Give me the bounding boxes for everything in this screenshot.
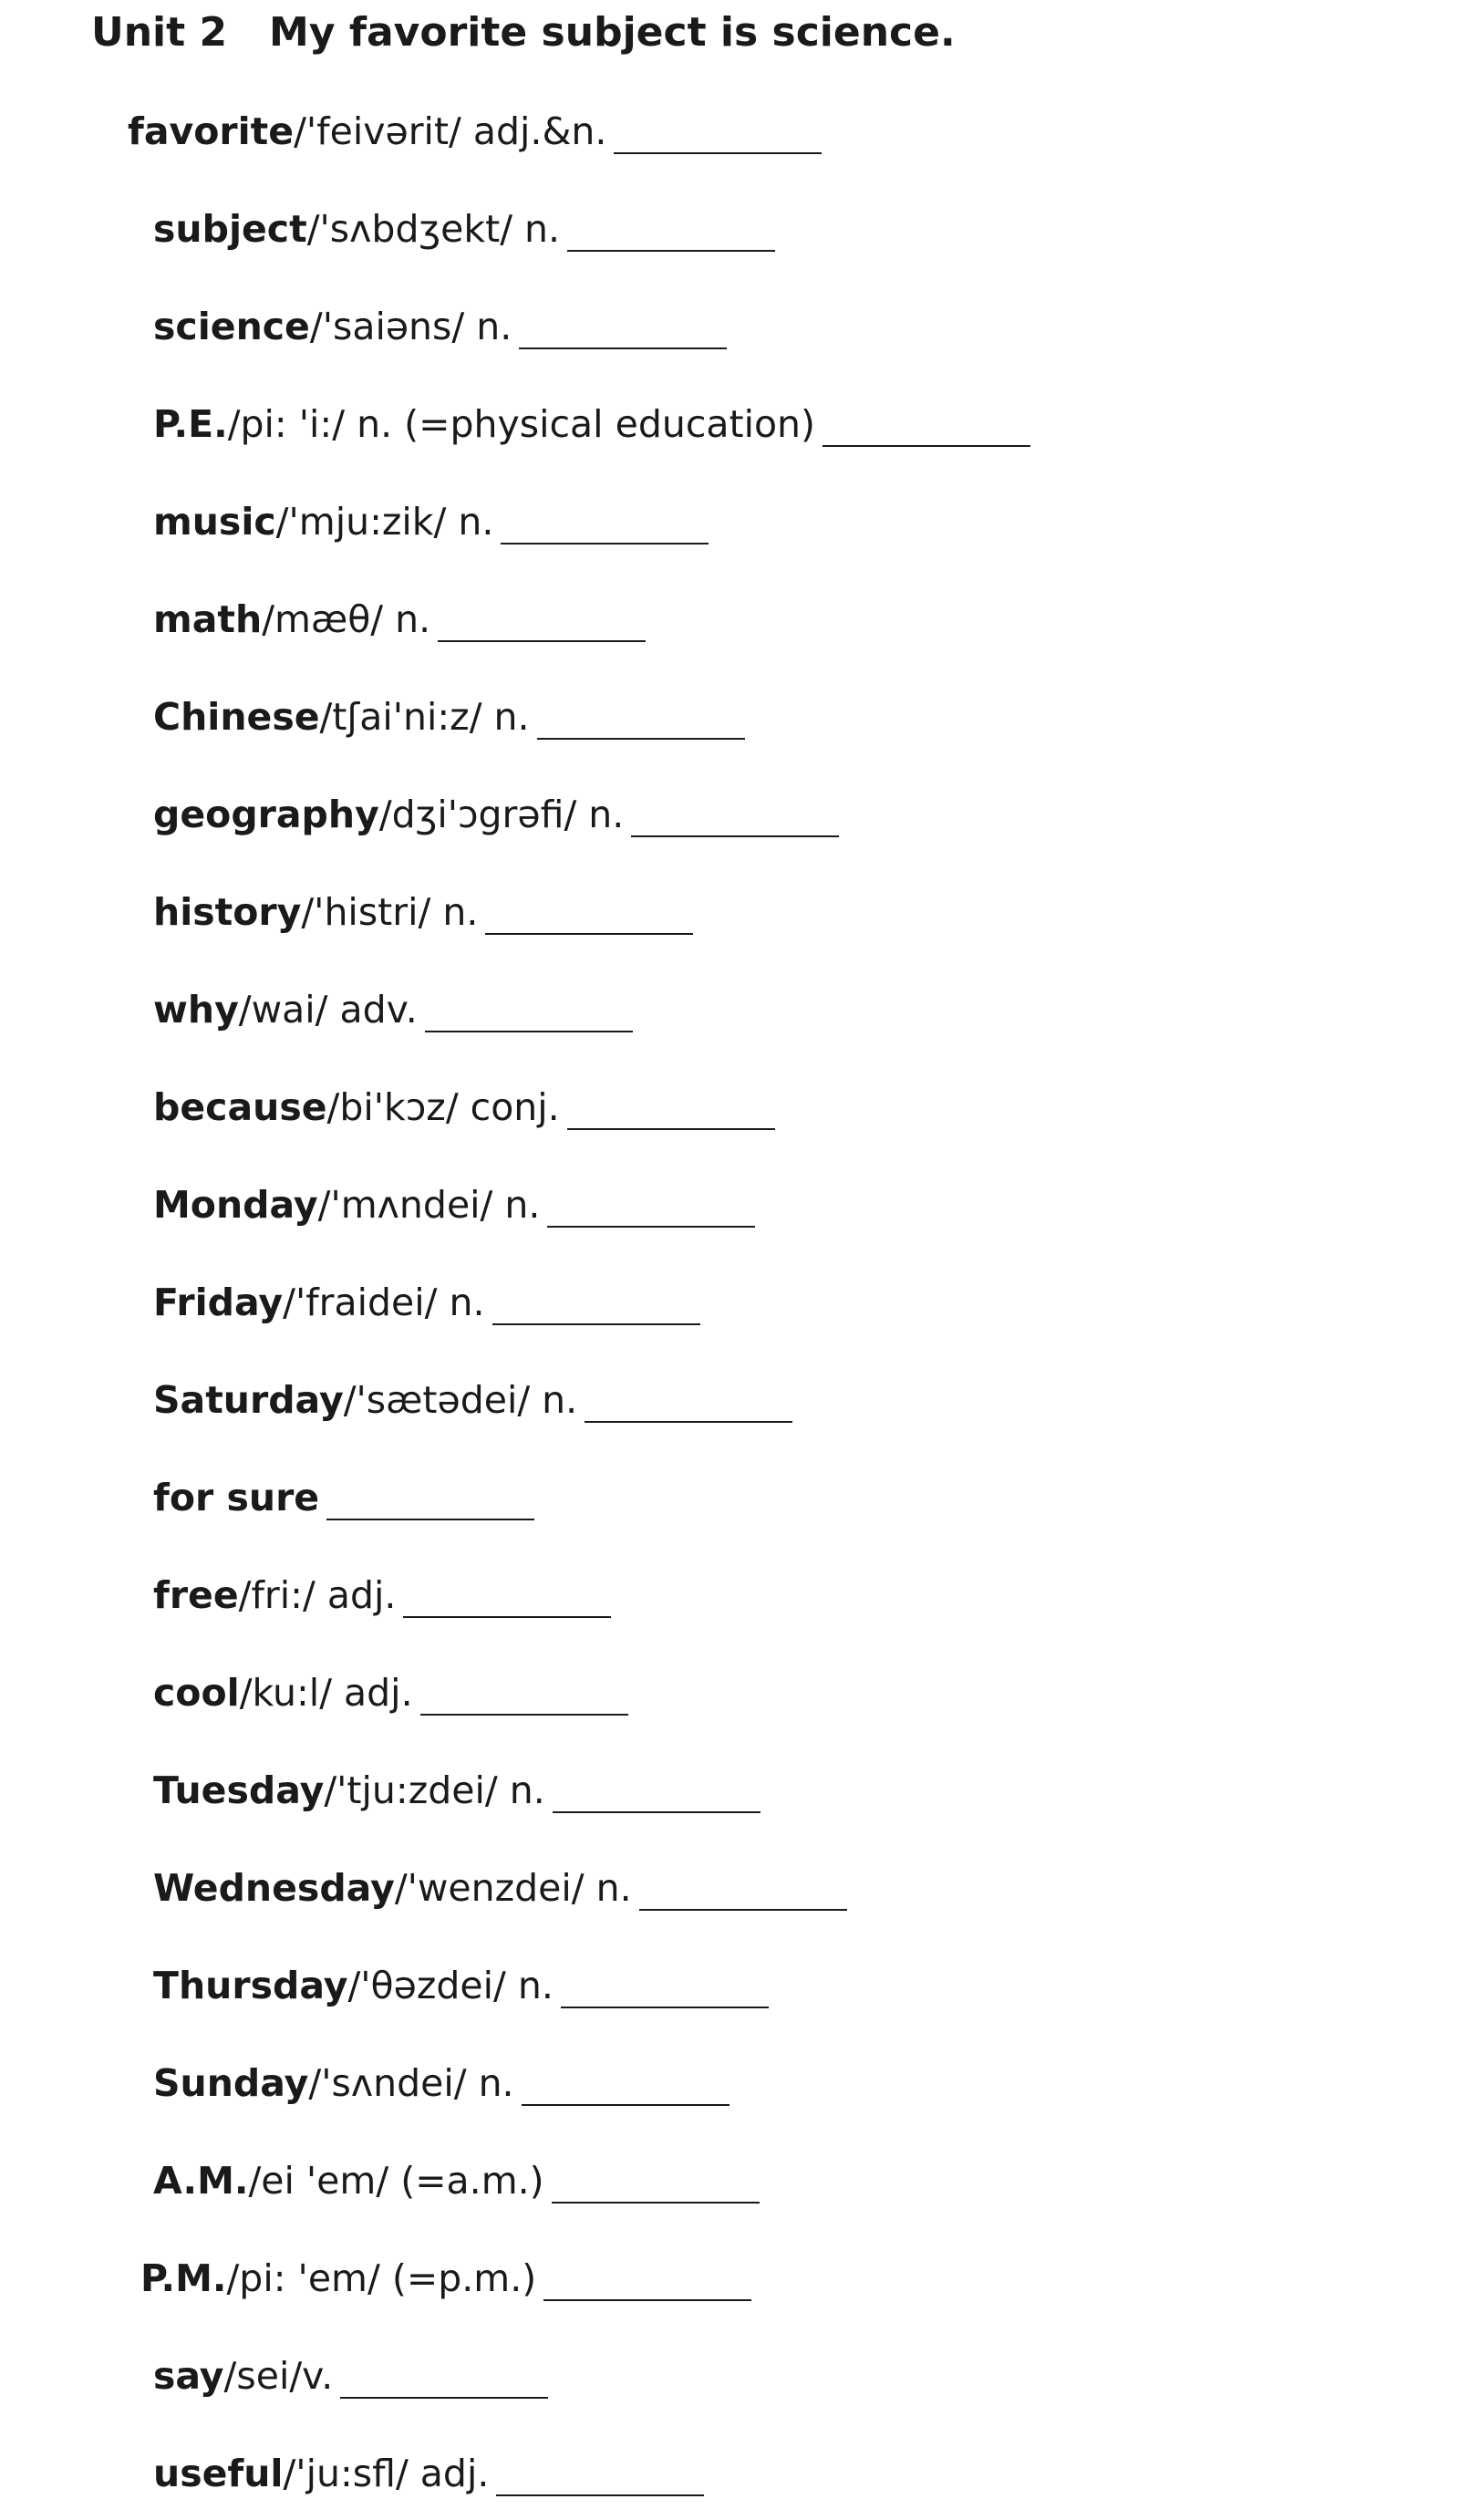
answer-blank[interactable] <box>519 311 727 349</box>
vocab-entry-science <box>153 297 727 356</box>
answer-blank[interactable] <box>639 1872 847 1911</box>
vocab-entry-geography <box>153 785 839 844</box>
answer-blank[interactable] <box>552 2165 760 2204</box>
answer-blank[interactable] <box>340 2360 548 2399</box>
vocab-entry-sunday <box>153 2054 730 2112</box>
vocab-phonetic: /bi'kɔz/ conj. <box>326 1085 560 1129</box>
answer-blank[interactable] <box>631 799 839 837</box>
vocab-phonetic: /'histri/ n. <box>301 890 479 934</box>
vocab-word: Wednesday <box>153 1866 395 1910</box>
vocab-phonetic: /ku:l/ adj. <box>239 1671 413 1715</box>
unit-title: Unit 2 My favorite subject is science. <box>91 9 956 56</box>
vocab-entry-useful <box>153 2444 704 2503</box>
answer-blank[interactable] <box>492 1287 700 1325</box>
answer-blank[interactable] <box>425 994 633 1032</box>
vocab-entry-because <box>153 1078 775 1136</box>
vocab-entry-free <box>153 1566 611 1624</box>
answer-blank[interactable] <box>403 1580 611 1618</box>
vocab-entry-wednesday <box>153 1859 847 1917</box>
vocab-word: Friday <box>153 1281 284 1324</box>
vocab-word: Tuesday <box>153 1768 325 1812</box>
vocab-entry-math <box>153 590 646 648</box>
vocab-phonetic: /'sʌndei/ n. <box>308 2061 514 2105</box>
vocab-phonetic: /'sætədei/ n. <box>343 1378 578 1422</box>
vocab-word: science <box>153 305 310 348</box>
vocab-entry-for-sure <box>153 1468 534 1527</box>
vocab-phonetic: /tʃai'ni:z/ n. <box>319 695 530 739</box>
vocab-entry-say <box>153 2347 548 2405</box>
answer-blank[interactable] <box>561 1970 769 2008</box>
vocab-entry-subject <box>153 200 775 258</box>
vocab-entry-history <box>153 883 693 941</box>
answer-blank[interactable] <box>501 506 709 544</box>
vocab-phonetic: /'θəzdei/ n. <box>347 1964 554 2007</box>
vocab-word: Thursday <box>153 1964 348 2007</box>
answer-blank[interactable] <box>823 409 1030 447</box>
vocab-phonetic: /ei 'em/ (=a.m.) <box>248 2159 544 2203</box>
vocab-word: Chinese <box>153 695 320 739</box>
answer-blank[interactable] <box>438 604 646 642</box>
vocab-entry-chinese <box>153 688 745 746</box>
vocab-word: free <box>153 1573 239 1617</box>
answer-blank[interactable] <box>567 1092 775 1130</box>
vocab-word: Saturday <box>153 1378 344 1422</box>
vocab-phonetic: /'saiəns/ n. <box>309 305 512 348</box>
vocab-entry-tuesday <box>153 1761 761 1820</box>
answer-blank[interactable] <box>585 1384 792 1423</box>
vocab-word: A.M. <box>153 2159 249 2203</box>
vocab-entry-why <box>153 980 633 1039</box>
vocab-phonetic: /dʒi'ɔgrəfi/ n. <box>378 793 625 836</box>
vocab-phonetic: /'fraidei/ n. <box>283 1281 485 1324</box>
vocab-word: P.E. <box>153 402 228 446</box>
vocab-phonetic: /'feivərit/ adj.&n. <box>294 109 607 153</box>
vocab-entry-favorite <box>128 102 822 161</box>
vocab-word: history <box>153 890 302 934</box>
vocab-entry-thursday <box>153 1956 769 2015</box>
vocab-phonetic: /fri:/ adj. <box>238 1573 397 1617</box>
vocab-word: cool <box>153 1671 240 1715</box>
answer-blank[interactable] <box>553 1775 761 1813</box>
answer-blank[interactable] <box>537 701 745 740</box>
vocab-word: Monday <box>153 1183 318 1227</box>
vocab-word: subject <box>153 207 307 251</box>
vocab-phonetic: /'ju:sfl/ adj. <box>283 2452 490 2495</box>
vocab-phonetic: /mæθ/ n. <box>262 597 431 641</box>
answer-blank[interactable] <box>543 2263 751 2301</box>
vocab-entry-pm <box>140 2249 751 2307</box>
vocab-phonetic: /'sʌbdʒekt/ n. <box>306 207 561 251</box>
vocab-entry-saturday <box>153 1371 792 1429</box>
vocab-phonetic: /sei/v. <box>223 2354 334 2398</box>
vocab-word: favorite <box>128 109 295 153</box>
vocab-word: Sunday <box>153 2061 309 2105</box>
answer-blank[interactable] <box>420 1677 628 1716</box>
vocab-phonetic: /'tju:zdei/ n. <box>324 1768 545 1812</box>
vocab-phonetic: /pi: 'em/ (=p.m.) <box>226 2256 537 2300</box>
vocab-word: because <box>153 1085 327 1129</box>
vocab-word: useful <box>153 2452 284 2495</box>
vocab-word: geography <box>153 793 379 836</box>
vocab-phonetic: /wai/ adv. <box>238 988 418 1032</box>
vocab-entry-pe <box>153 395 1030 453</box>
vocab-entry-music <box>153 493 709 551</box>
answer-blank[interactable] <box>485 897 693 935</box>
answer-blank[interactable] <box>614 116 822 154</box>
vocab-word: why <box>153 988 239 1032</box>
vocab-word: math <box>153 597 263 641</box>
vocab-phonetic: /'mʌndei/ n. <box>317 1183 541 1227</box>
vocab-word: P.M. <box>140 2256 227 2300</box>
vocab-word: for sure <box>153 1476 320 1519</box>
vocab-entry-friday <box>153 1273 700 1332</box>
answer-blank[interactable] <box>567 213 775 252</box>
vocab-word: say <box>153 2354 224 2398</box>
answer-blank[interactable] <box>496 2458 704 2496</box>
answer-blank[interactable] <box>326 1482 534 1520</box>
vocab-phonetic: /pi: 'i:/ n. (=physical education) <box>227 402 816 446</box>
vocab-phonetic: /'wenzdei/ n. <box>394 1866 632 1910</box>
vocab-phonetic: /'mju:zik/ n. <box>275 500 494 544</box>
answer-blank[interactable] <box>547 1189 755 1228</box>
vocab-entry-am <box>153 2152 760 2210</box>
vocab-entry-monday <box>153 1176 755 1234</box>
answer-blank[interactable] <box>522 2068 730 2106</box>
vocab-word: music <box>153 500 276 544</box>
vocab-entry-cool <box>153 1664 628 1722</box>
